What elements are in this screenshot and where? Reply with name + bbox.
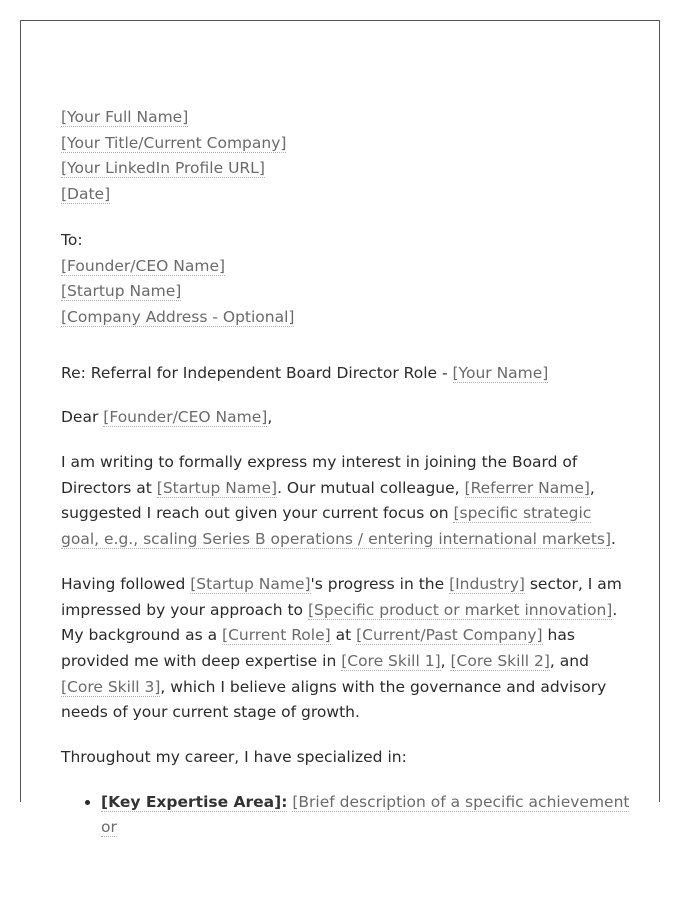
p2-text-8: , and xyxy=(549,651,589,670)
subject-name: [Your Name] xyxy=(452,363,549,382)
letter-page xyxy=(20,20,660,837)
to-label: To: xyxy=(61,230,83,249)
p2-text-1: Having followed xyxy=(61,574,191,593)
p2-text-3: sector, I am impressed by your approach to xyxy=(61,574,622,619)
p1-text-4: . xyxy=(611,530,616,549)
p1-text-1: I am writing to formally express my interest in joining the Board of Directors at xyxy=(61,453,578,497)
recipient-startup: [Startup Name] xyxy=(61,282,182,301)
p2-text-4: . My background as a xyxy=(61,600,618,645)
p2-role: [Current Role] xyxy=(222,626,331,645)
expertise-label: [Key Expertise Area]: xyxy=(101,792,288,811)
paragraph-background xyxy=(61,572,631,726)
greeting-name: [Founder/CEO Name] xyxy=(103,408,268,427)
letter-date: [Date] xyxy=(61,185,111,204)
letter-body xyxy=(61,105,631,841)
p1-goal: [specific strategic goal, e.g., scaling Series B operations / entering international markets] xyxy=(61,504,612,549)
p2-text-5: at xyxy=(330,626,357,645)
p2-text-7: , xyxy=(440,651,451,670)
paragraph-specialized: Throughout my career, I have specialized in: xyxy=(61,748,407,767)
p2-innovation: [Specific product or market innovation] xyxy=(307,600,613,619)
expertise-list xyxy=(61,790,631,841)
paragraph-intro xyxy=(61,450,631,553)
p1-startup: [Startup Name] xyxy=(156,478,278,497)
p1-referrer: [Referrer Name] xyxy=(464,478,590,497)
p2-text-6: has provided me with deep expertise in xyxy=(61,626,575,670)
recipient-name: [Founder/CEO Name] xyxy=(61,256,226,275)
p2-text-9: , which I believe aligns with the governance and advisory needs of your current stage of growth. xyxy=(61,677,607,722)
p2-industry: [Industry] xyxy=(449,574,525,593)
p2-skill-1: [Core Skill 1] xyxy=(341,651,441,670)
recipient-block xyxy=(61,228,631,331)
p2-company: [Current/Past Company] xyxy=(356,626,543,645)
p2-startup: [Startup Name] xyxy=(190,574,311,593)
sender-full-name: [Your Full Name] xyxy=(61,108,189,126)
p2-text-2: 's progress in the xyxy=(310,574,450,593)
greeting xyxy=(61,405,631,431)
p1-text-2: . Our mutual colleague, xyxy=(277,478,465,497)
greeting-suffix: , xyxy=(267,408,273,427)
subject-line xyxy=(61,361,631,387)
subject-prefix: Re: Referral for Independent Board Director Role - xyxy=(61,363,453,382)
list-item xyxy=(101,790,631,841)
p2-skill-3: [Core Skill 3] xyxy=(61,677,161,696)
expertise-description: [Brief description of a specific achievement or xyxy=(101,792,630,837)
greeting-prefix: Dear xyxy=(61,408,104,427)
recipient-address: [Company Address - Optional] xyxy=(61,307,295,326)
p1-text-3: , suggested I reach out given your current focus on xyxy=(61,478,595,523)
p2-skill-2: [Core Skill 2] xyxy=(450,651,550,670)
sender-title-company: [Your Title/Current Company] xyxy=(61,133,287,152)
sender-linkedin: [Your LinkedIn Profile URL] xyxy=(61,159,265,178)
sender-block xyxy=(61,105,631,208)
